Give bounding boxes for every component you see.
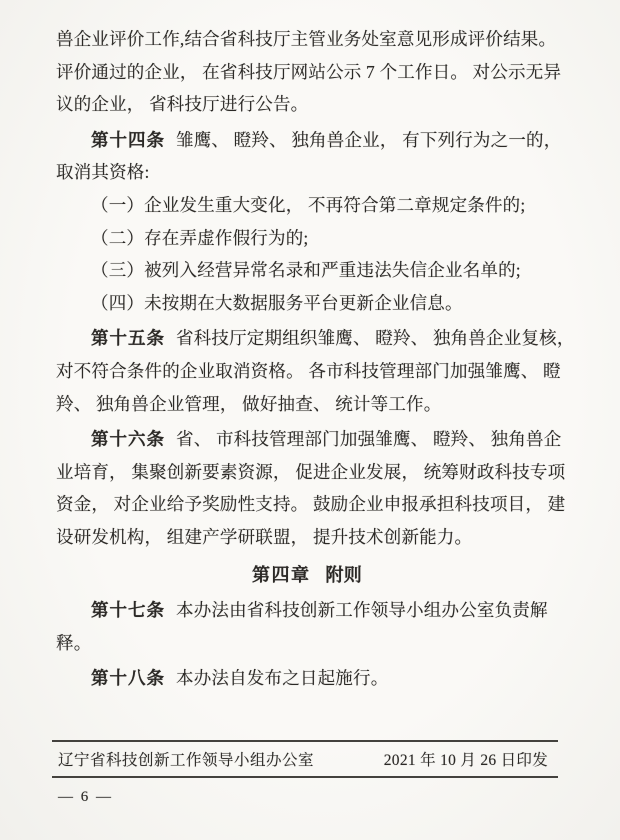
- article-number: 第十七条: [91, 600, 165, 621]
- document-line: [56, 488, 566, 521]
- line-text: 议的企业， 省科技厅进行公告。: [56, 94, 309, 115]
- document-line: [56, 423, 562, 456]
- document-body: [56, 23, 575, 695]
- footer-bar: [52, 740, 558, 778]
- line-text: 设研发机构， 组建产学研联盟， 提升技术创新能力。: [56, 526, 473, 547]
- chapter-heading: [56, 559, 558, 592]
- document-line: [56, 521, 558, 554]
- document-line: [56, 322, 575, 355]
- line-text: 取消其资格:: [56, 162, 150, 183]
- article-number: 第十六条: [91, 429, 165, 450]
- document-line: [56, 662, 558, 695]
- document-line: [56, 594, 558, 627]
- chapter-number: 第四章: [252, 564, 311, 585]
- article-number: 第十八条: [91, 668, 165, 689]
- document-line: [56, 88, 558, 121]
- line-text: （四）未按期在大数据服务平台更新企业信息。: [91, 292, 463, 313]
- document-line: [56, 23, 558, 56]
- line-text: 羚、 独角兽企业管理， 做好抽查、 统计等工作。: [56, 393, 442, 414]
- document-line: [56, 56, 562, 89]
- document-line: [56, 287, 558, 320]
- document-line: [56, 456, 566, 489]
- line-text: 省科技厅定期组织雏鹰、 瞪羚、 独角兽企业复核，: [176, 328, 575, 349]
- line-text: 资金， 对企业给予奖励性支持。 鼓励企业申报承担科技项目， 建: [56, 494, 566, 515]
- line-text: （三）被列入经营异常名录和严重违法失信企业名单的;: [91, 260, 521, 281]
- line-text: 本办法由省科技创新工作领导小组办公室负责解: [176, 600, 548, 621]
- document-line: [56, 388, 558, 421]
- line-text: 兽企业评价工作,结合省科技厅主管业务处室意见形成评价结果。: [56, 29, 557, 49]
- document-line: [56, 222, 558, 255]
- document-line: [56, 627, 558, 660]
- line-text: 省、 市科技管理部门加强雏鹰、 瞪羚、 独角兽企: [176, 429, 562, 450]
- line-text: 对不符合条件的企业取消资格。 各市科技管理部门加强雏鹰、 瞪: [56, 360, 561, 381]
- line-text: （一）企业发生重大变化， 不再符合第二章规定条件的;: [91, 194, 526, 215]
- line-text: 附则: [325, 564, 362, 585]
- line-text: 本办法自发布之日起施行。: [176, 668, 389, 689]
- page-number: — 6 —: [58, 789, 113, 805]
- document-line: [56, 156, 558, 189]
- document-line: [56, 254, 558, 287]
- footer-print-date: 2021 年 10 月 26 日印发: [383, 752, 548, 769]
- article-number: 第十五条: [91, 328, 165, 349]
- article-number: 第十四条: [91, 129, 165, 150]
- document-line: [56, 189, 558, 222]
- document-line: [56, 355, 561, 388]
- document-line: [56, 124, 562, 157]
- line-text: 业培育， 集聚创新要素资源， 促进企业发展， 统筹财政科技专项: [56, 461, 566, 482]
- line-text: （二）存在弄虚作假行为的;: [91, 227, 309, 248]
- line-text: 评价通过的企业， 在省科技厅网站公示 7 个工作日。 对公示无异: [56, 61, 562, 82]
- line-text: 雏鹰、 瞪羚、 独角兽企业， 有下列行为之一的，: [176, 129, 562, 150]
- line-text: 释。: [56, 632, 92, 653]
- footer-issuer: 辽宁省科技创新工作领导小组办公室: [58, 752, 315, 769]
